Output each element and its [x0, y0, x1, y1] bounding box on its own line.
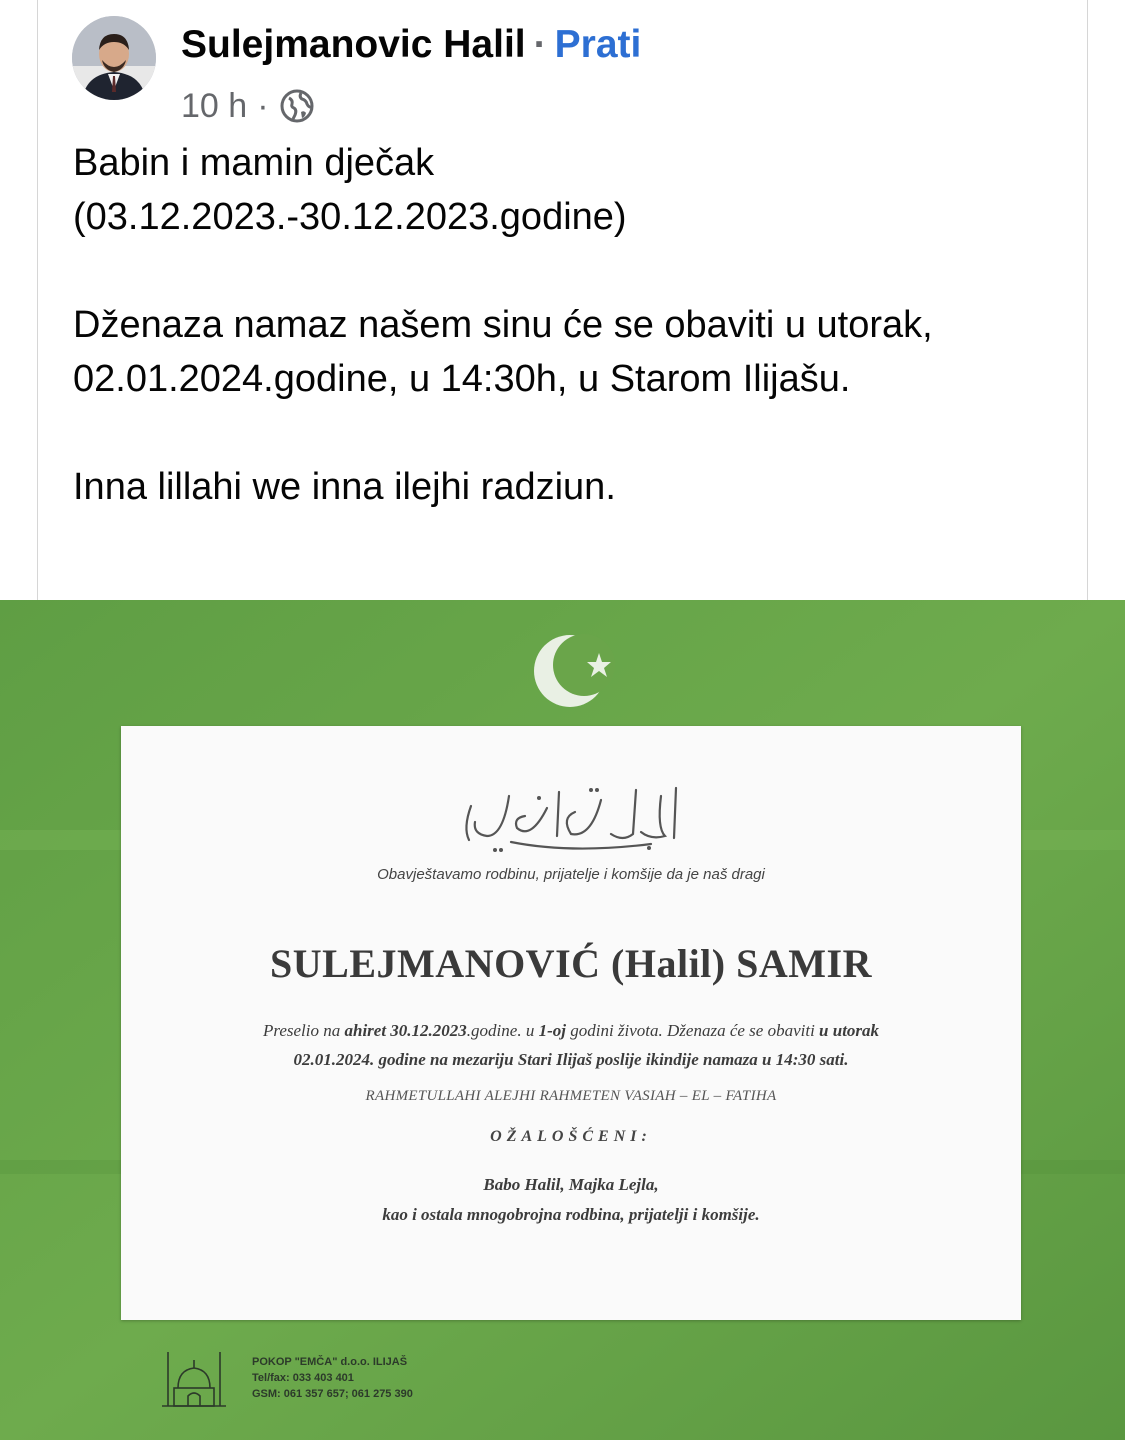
post-line: (03.12.2023.-30.12.2023.godine) — [73, 196, 627, 238]
post-line: Babin i mamin dječak — [73, 142, 435, 184]
notice-prayer: RAHMETULLAHI ALEJHI RAHMETEN VASIAH – EL – FATIHA — [365, 1088, 777, 1104]
post-text — [73, 136, 1073, 514]
post-time[interactable]: 10 h — [181, 87, 248, 125]
meta-separator: · — [257, 87, 269, 125]
globe-icon[interactable] — [279, 88, 315, 124]
author-name[interactable]: Sulejmanovic Halil — [181, 23, 526, 66]
avatar[interactable] — [72, 16, 156, 100]
card-border-left — [37, 0, 38, 600]
mourners-title: OŽALOŠĆENI: — [490, 1128, 652, 1145]
card-border-right — [1087, 0, 1088, 600]
funeral-company-info — [252, 1354, 413, 1402]
notice-body: Preselio na ahiret 30.12.2023.godine. u 1-oj godini života. Dženaza će se obaviti u utorak 02.01.2024. godine na mezariju Stari Ilijaš poslije ikindije namaza u 14:30 sati. — [262, 1021, 880, 1069]
mourners-line: kao i ostala mnogobrojna rodbina, prijatelji i komšije. — [382, 1205, 760, 1224]
post-photo[interactable] — [0, 600, 1125, 1440]
mourners-list — [121, 1170, 1021, 1230]
company-gsm: GSM: 061 357 657; 061 275 390 — [252, 1388, 413, 1400]
company-name: POKOP "EMČA" d.o.o. ILIJAŠ — [252, 1356, 408, 1368]
post-header-area — [0, 0, 1125, 600]
follow-button[interactable]: Prati — [554, 23, 642, 66]
arabic-calligraphy-image — [451, 778, 691, 858]
company-telfax: Tel/fax: 033 403 401 — [252, 1372, 354, 1384]
author-line — [181, 20, 641, 70]
post-meta — [181, 84, 315, 128]
post-paragraph: Inna lillahi we inna ilejhi radziun. — [73, 466, 616, 508]
separator-dot: · — [533, 23, 547, 66]
death-notice — [121, 726, 1021, 1320]
mosque-icon — [160, 1348, 228, 1410]
deceased-name: SULEJMANOVIĆ (Halil) SAMIR — [270, 941, 872, 986]
avatar-image — [72, 16, 156, 100]
crescent-star-icon — [530, 625, 620, 715]
notice-body-line2: 02.01.2024. godine na mezariju Stari Ilijaš poslije ikindije namaza u 14:30 sati. — [293, 1050, 849, 1069]
notice-intro: Obavještavamo rodbinu, prijatelje i komšije da je naš dragi — [377, 866, 765, 883]
mourners-line: Babo Halil, Majka Lejla, — [483, 1175, 659, 1194]
post-paragraph: Dženaza namaz našem sinu će se obaviti u utorak, 02.01.2024.godine, u 14:30h, u Starom Ilijašu. — [73, 304, 933, 400]
